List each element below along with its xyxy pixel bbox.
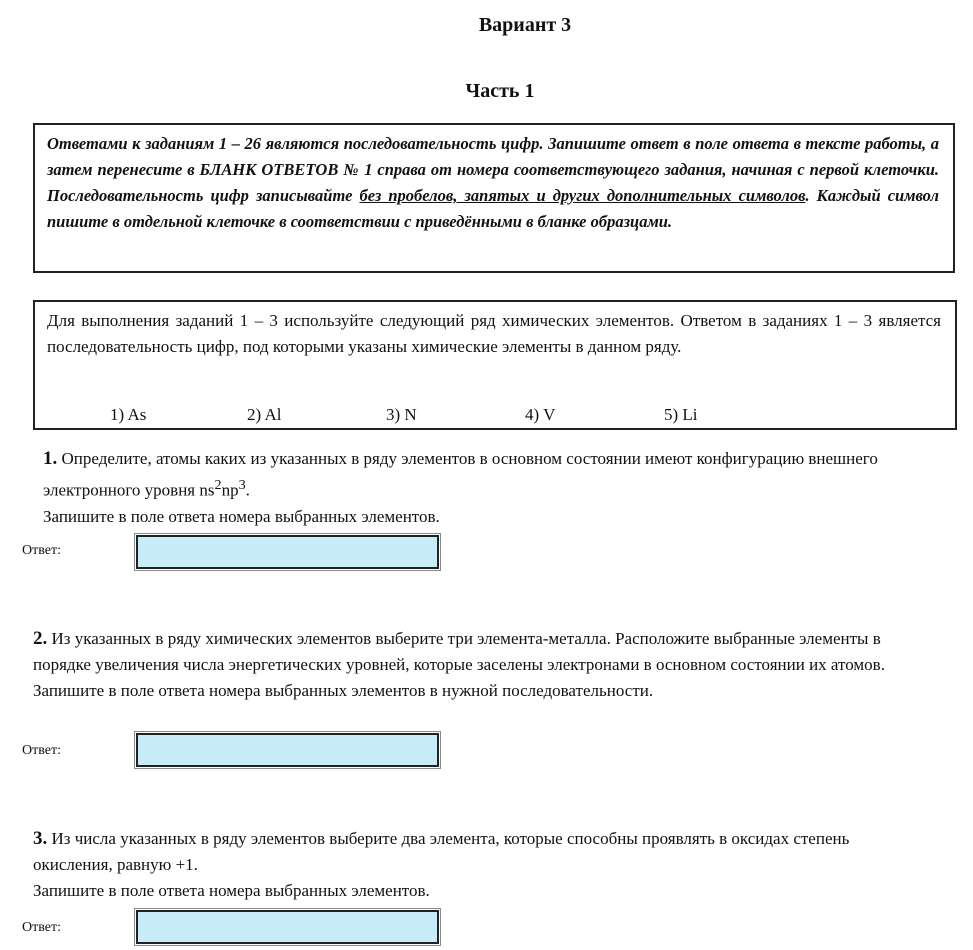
task-2-number: 2. — [33, 628, 48, 649]
elements-box — [33, 300, 957, 430]
task-2-answer-label: Ответ: — [22, 743, 61, 758]
task-1-text-c: . — [245, 480, 250, 500]
task-1-number: 1. — [43, 448, 58, 469]
task-3-number: 3. — [33, 828, 48, 849]
element-item: 1) As — [110, 405, 147, 424]
task-2-instruction: Запишите в поле ответа номера выбранных элементов в нужной последовательности. — [33, 681, 654, 700]
instructions-text-a: Ответами к заданиям 1 – 26 являются последовательность цифр. Запишите ответ в поле ответа в тексте работы, а затем перенесите в БЛАНК ОТВЕТОВ № 1 справа от номера соответствующего задания, начиная с первой клеточки. Последовательность цифр записывайте — [47, 134, 939, 205]
task-3 — [33, 826, 923, 904]
task-2-answer-field[interactable] — [136, 733, 439, 767]
task-3-answer-field[interactable] — [136, 910, 439, 944]
element-item: 3) N — [386, 405, 417, 424]
task-3-text: Из числа указанных в ряду элементов выберите два элемента, которые способны проявлять в оксидах степень окисления, равную +1. — [33, 829, 850, 874]
instructions-box — [33, 123, 955, 273]
part-title: Часть 1 — [465, 80, 535, 102]
element-item: 5) Li — [664, 405, 698, 424]
element-item: 4) V — [525, 405, 556, 424]
task-1-instruction: Запишите в поле ответа номера выбранных элементов. — [43, 506, 440, 526]
task-1-answer-label: Ответ: — [22, 543, 61, 558]
task-1-sup-1: 2 — [214, 477, 222, 493]
task-1 — [43, 446, 923, 530]
task-1-sup-2: 3 — [238, 477, 246, 493]
task-1-text-a: Определите, атомы каких из указанных в ряду элементов в основном состоянии имеют конфигурацию внешнего электронного уровня ns — [43, 449, 878, 500]
element-item: 2) Al — [247, 405, 282, 424]
instructions-text-b: . Каждый символ пишите в отдельной клеточке в соответствии с приведёнными в бланке образцами. — [47, 186, 939, 231]
instructions-underlined: без пробелов, запятых и других дополнительных символов — [359, 186, 806, 205]
task-2-text: Из указанных в ряду химических элементов выберите три элемента-металла. Расположите выбранные элементы в порядке увеличения числа энергетических уровней, которые заселены электронами в основном состоянии их атомов. — [33, 629, 885, 674]
elements-intro: Для выполнения заданий 1 – 3 используйте следующий ряд химических элементов. Ответом в заданиях 1 – 3 является последовательность цифр, под которыми указаны химические элементы в данном ряду. — [47, 311, 941, 356]
task-3-answer-label: Ответ: — [22, 920, 61, 935]
task-3-instruction: Запишите в поле ответа номера выбранных элементов. — [33, 881, 430, 900]
task-2 — [33, 626, 923, 704]
task-1-text-b: np — [221, 480, 239, 500]
variant-title: Вариант 3 — [478, 14, 572, 36]
task-1-answer-field[interactable] — [136, 535, 439, 569]
